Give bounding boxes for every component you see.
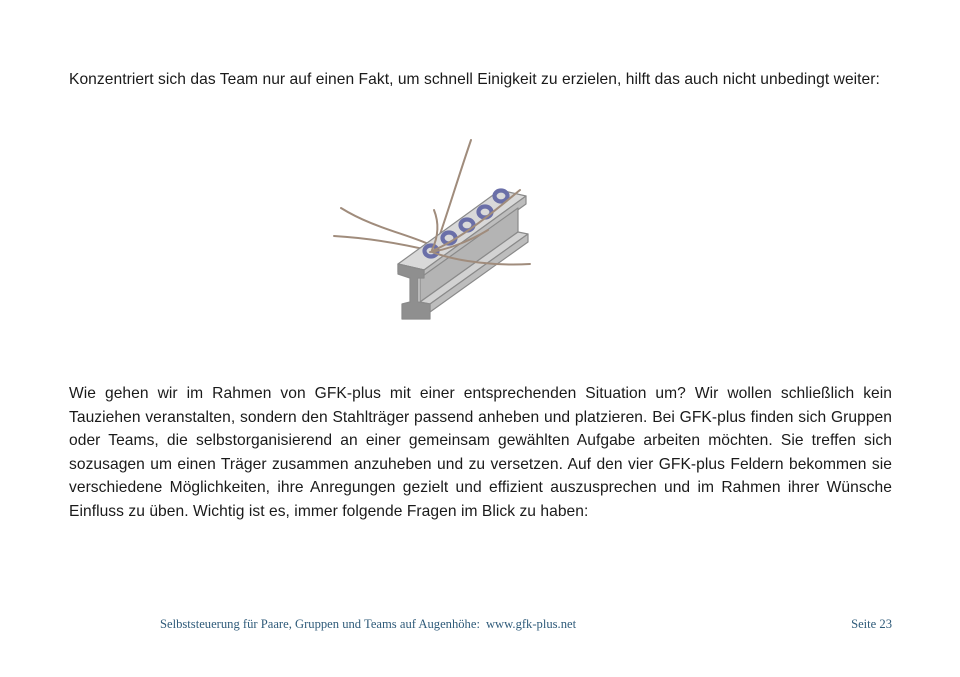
steel-beam <box>398 190 528 319</box>
page-number: Seite 23 <box>851 617 892 631</box>
footer-url-link[interactable]: www.gfk-plus.net <box>485 617 577 631</box>
footer-title-text: Selbststeuerung für Paare, Gruppen und Teams auf Augenhöhe: <box>160 617 480 631</box>
main-paragraph: Wie gehen wir im Rahmen von GFK-plus mit einer entsprechenden Situation um? Wir wollen schließlich kein Tauziehen veranstalten, sondern den Stahlträger passend anheben und platzieren. Bei GFK-plus finden sich Gruppen oder Teams, die selbstorganisierend an einer gemeinsam gewählten Aufgabe arbeiten möchten. Sie treffen sich sozusagen um einen Träger zusammen anzuheben und zu versetzen. Auf den vier GFK-plus Feldern bekommen sie verschiedene Möglichkeiten, ihre Anregungen gezielt und effizient auszusprechen und im Rahmen ihrer Wünsche Einfluss zu üben. Wichtig ist es, immer folgende Fragen im Blick zu haben: <box>69 385 892 520</box>
steel-beam-illustration <box>328 138 538 322</box>
footer-title <box>160 617 576 632</box>
intro-paragraph: Konzentriert sich das Team nur auf einen Fakt, um schnell Einigkeit zu erzielen, hilft das auch nicht unbedingt weiter: <box>69 71 880 88</box>
